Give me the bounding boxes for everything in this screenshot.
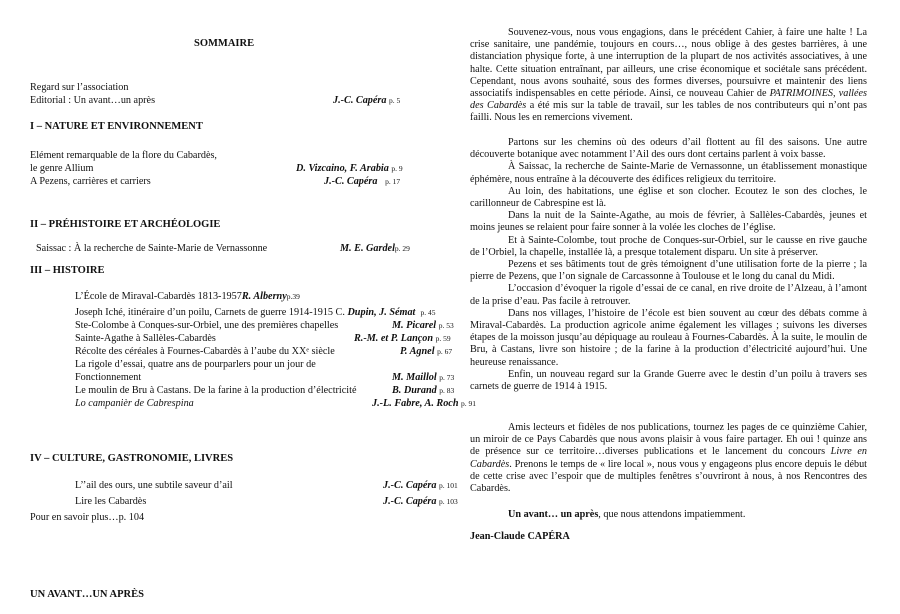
toc-author: Dupin, J. Sémat [347,307,416,318]
toc-page: p. 9 [391,164,403,173]
editorial-paragraph-1 [470,27,867,125]
toc-author: P. Agnel [400,346,435,357]
editorial-paragraph: Et à Sainte-Colombe, tout proche de Conques-sur-Orbiel, sur le causse en rive gauche de l’Orbiel, la chapelle, installée là, a presque totalement disparu. Un site à préserver. [470,234,867,258]
toc-stecol-author-line [392,320,454,332]
editorial-text: a été mis sur la table de travail, sur les tables de nos contributeurs qui n’ont pas failli. Nous les en remercions vivement. [470,100,867,124]
toc-pezens-author-line [324,176,400,188]
toc-ail: L’’ail des ours, une subtile saveur d’ail [75,480,233,491]
editorial-closing [508,509,745,521]
toc-flore-line2: le genre Allium [30,163,94,174]
toc-flore-line1: Elément remarquable de la flore du Cabardès, [30,150,217,161]
editorial-paragraph: Dans nos villages, l’histoire de l’école est bien souvent au cœur des débats comme à Miraval-Cabardès. La production agricole anime également les villages ; suivons les diverses étapes de la moisson jusqu’au dépiquage au rouleau à Fournes-Cabardès. À la suite, le moulin de Bru, à Castans, livre son histoire ; de la farine à la production d’électricité aujourd’hui. Une heureuse renaissance. [470,307,867,368]
toc-author: J.-L. Fabre, A. Roch [372,398,459,409]
toc-title: L’École de Miraval-Cabardès 1813-1957 [75,291,242,302]
toc-flore-author-line [296,163,403,175]
toc-moulin: Le moulin de Bru à Castans. De la farine à la production d’électricité [75,385,357,396]
toc-page: p. 53 [438,321,454,330]
section-title-histoire: III – HISTOIRE [30,265,105,276]
sommaire-title: SOMMAIRE [194,38,255,49]
toc-pezens: A Pezens, carrières et carriers [30,176,151,187]
toc-page: p. 67 [437,347,453,356]
toc-rigole-line2: Fonctionnement [75,372,142,383]
closing-text: , que nous attendons impatiemment. [598,509,746,520]
toc-page: p.39 [286,292,300,301]
toc-rigole-line1: La rigole d’essai, quatre ans de pourparlers pour un jour de [75,359,316,370]
toc-ecole-line [75,291,300,303]
toc-regard: Regard sur l’association [30,82,129,93]
toc-livres: Lire les Cabardès [75,496,147,507]
toc-saissac: Saissac : À la recherche de Sainte-Marie de Vernassonne [36,243,268,254]
bottom-heading: UN AVANT…UN APRÈS [30,589,144,600]
toc-author: R.-M. et P. Lançon [354,333,434,344]
editorial-text: Amis lecteurs et fidèles de nos publications, tournez les pages de ce quinzième Cahier, un miroir de ce Pays Cabardès que nous avons plaisir à vous faire partager. Eh oui ! quinze ans de présence sur ce territoire…diverses publications et le lancement du concours [470,422,867,458]
toc-author: J.-C. Capéra [383,480,437,491]
editorial-italic-text: Livre en Cabardès [470,446,867,470]
toc-page: p. 59 [435,334,451,343]
toc-campanier-author-line [372,398,476,410]
toc-steaga-author-line [354,333,451,345]
editorial-paragraph: À Saissac, la recherche de Sainte-Marie de Vernassonne, un établissement monastique éphémère, nous entraîne à la découverte des édifices religieux du territoire. [470,161,867,185]
toc-saissac-author-line [340,243,410,255]
editorial-paragraph: Enfin, un nouveau regard sur la Grande Guerre avec le destin d’un poilu à travers ses carnets de guerre de 1914 à 1915. [470,368,867,393]
toc-moulin-author-line [392,385,454,397]
editorial-paragraph: Au loin, des habitations, une église et son clocher. Ecoutez le son des cloches, le carillonneur de Cabrespine est là. [470,185,867,210]
editorial-paragraph: Dans la nuit de la Sainte-Agathe, au mois de février, à Sallèles-Cabardès, jeunes et moins jeunes se relaient pour faire sonner à la volée les cloches de l’église. [470,210,867,234]
toc-editorial-author-line [333,95,400,107]
toc-page: p. 83 [439,386,455,395]
section-title-culture: IV – CULTURE, GASTRONOMIE, LIVRES [30,453,234,464]
toc-author: J.-C. Capéra [383,496,437,507]
toc-author: R. Alberny [241,291,287,302]
editorial-signature: Jean-Claude CAPÉRA [470,531,570,542]
toc-author: M. Picarel [392,320,437,331]
toc-title: Joseph Iché, itinéraire d’un poilu, Carnets de guerre 1914-1915 C. [75,307,345,318]
editorial-paragraph: L’occasion d’évoquer la rigole d’essai de ce canal, en rive droite de l’Alzeau, à l’amont de la prise d’eau. Pas facile à retrouver. [470,283,867,307]
section-title-nature: I – NATURE ET ENVIRONNEMENT [30,121,203,132]
toc-page: p. 45 [420,308,436,317]
editorial-paragraph: Partons sur les chemins où des odeurs d’ail flottent au fil des saisons. Une autre découverte botanique avec notamment l’Ail des ours dont certains parlent à voix basse. [470,137,867,161]
toc-page: p. 91 [461,399,477,408]
toc-savoir-plus: Pour en savoir plus…p. 104 [30,512,145,523]
editorial-body [470,137,867,393]
toc-author: J.-C. Capéra [324,176,378,187]
toc-editorial: Editorial : Un avant…un après [30,95,156,106]
toc-stecol: Ste-Colombe à Conques-sur-Orbiel, une des premières chapelles [75,320,339,331]
toc-ail-author-line [383,480,458,492]
editorial-paragraph: Pezens et ses bâtiments tout de grès témoignent d’une utilisation forte de la pierre ; la pierre de Pezens, que l’on signale de Carcassonne à Toulouse et le long du canal du Midi. [470,259,867,283]
toc-author: M. E. Gardel [340,243,395,254]
toc-campanier: Lo campanièr de Cabrespina [75,398,194,409]
toc-page: p. 17 [385,177,401,186]
editorial-text: Souvenez-vous, nous vous engagions, dans le précédent Cahier, à faire une halte ! La crise sanitaire, une pandémie, toujours en cours…, nous oblige à des gestes barrières, à une distanciation physique forte, à une interruption de la plupart de nos activités associatives, à une halte. Cette situation entraînant, par ailleurs, une crise économique et sociétale sans précédent. Cependant, nous avons souhaité, sous des formes diverses, poursuivre et maintenir des liens associatifs indispensables en cette période. Ainsi, ce nouveau Cahier de [470,27,867,100]
editorial-italic-text: PATRIMOINES, vallées des Cabardès [470,88,867,112]
toc-author: D. Vizcaino, F. Arabia [296,163,389,174]
toc-page: p. 73 [439,373,455,382]
section-title-prehistoire: II – PRÉHISTOIRE ET ARCHÉOLOGIE [30,219,221,230]
editorial-paragraph-11 [470,422,867,495]
toc-author: J.-C. Capéra [333,95,387,106]
toc-page: p. 103 [439,497,458,506]
toc-author: B. Durand [392,385,437,396]
toc-steaga: Sainte-Agathe à Sallèles-Cabardès [75,333,216,344]
toc-page: p. 29 [394,244,410,253]
editorial-text: . Prenons le temps de « lire local », nous vous y engageons plus encore depuis le début de cette crise avec l’espoir que de multiples fenêtres s’ouvriront à nous, à nos Rencontres des Cabardès. [470,458,867,495]
toc-page: p. 101 [439,481,458,490]
toc-recolte: Récolte des céréales à Fournes-Cabardès à l’aube du XXᵉ siècle [75,346,335,357]
toc-livres-author-line [383,496,458,508]
toc-recolte-author-line [400,346,452,358]
toc-page: p. 5 [389,96,401,105]
toc-author: M. Maillol [392,372,437,383]
closing-bold: Un avant… un après [508,509,599,520]
toc-rigole-author-line [392,372,454,384]
toc-iche-line [75,307,435,319]
